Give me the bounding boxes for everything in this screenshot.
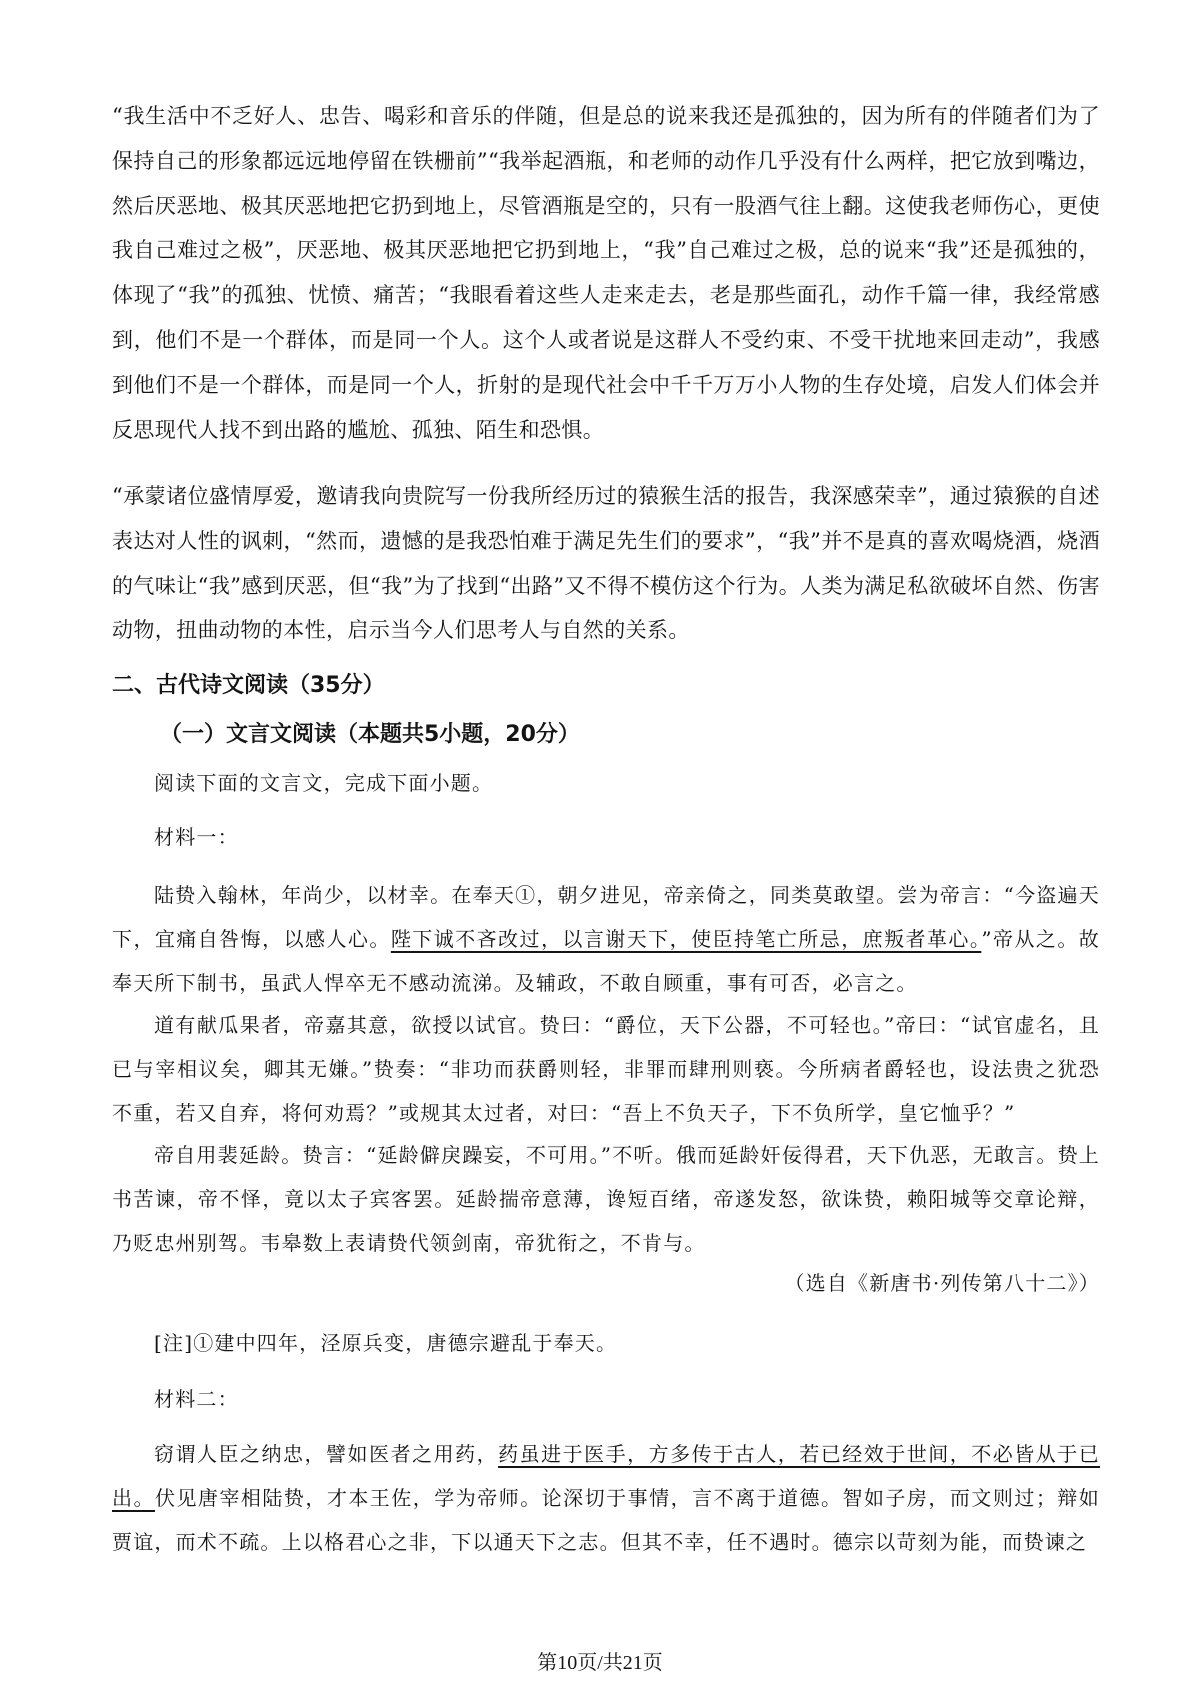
material2-paragraph <box>112 1432 1100 1564</box>
footnote: [注]①建中四年，泾原兵变，唐德宗避乱于奉天。 <box>154 1331 618 1355</box>
material1-paragraph-1 <box>112 873 1100 1005</box>
analysis-paragraph-1: “我生活中不乏好人、忠告、喝彩和音乐的伴随，但是总的说来我还是孤独的，因为所有的伴随者们为了保持自己的形象都远远地停留在铁栅前”“我举起酒瓶，和老师的动作几乎没有什么两样，把它放到嘴边，然后厌恶地、极其厌恶地把它扔到地上，尽管酒瓶是空的，只有一股酒气往上翻。这使我老师伤心，更使我自己难过之极”，厌恶地、极其厌恶地把它扔到地上，“我”自己难过之极，总的说来“我”还是孤独的，体现了“我”的孤独、忧愤、痛苦；“我眼看着这些人走来走去，老是那些面孔，动作千篇一律，我经常感到，他们不是一个群体，而是同一个人。这个人或者说是这群人不受约束、不受干扰地来回走动”，我感到他们不是一个群体，而是同一个人，折射的是现代社会中千千万万小人物的生存处境，启发人们体会并反思现代人找不到出路的尴尬、孤独、陌生和恐惧。 <box>112 104 1100 442</box>
subsection-heading: （一）文言文阅读（本题共5小题，20分） <box>160 722 580 747</box>
material1-label: 材料一： <box>154 825 239 849</box>
underlined-sentence-1: 陛下诚不吝改过，以言谢天下，使臣持笔亡所忌，庶叛者革心。 <box>390 927 982 951</box>
material2-label: 材料二： <box>154 1387 239 1411</box>
material2-text-before: 窃谓人臣之纳忠，譬如医者之用药， <box>154 1442 499 1466</box>
material1-p1-text-after: ”帝从之。故奉天所下制书，虽武人悍卒无不感动流涕。及辅政，不敢自顾重，事有可否，必言之。 <box>112 927 1100 995</box>
instruction-text: 阅读下面的文言文，完成下面小题。 <box>154 771 494 795</box>
underlined-sentence-2: 药虽进于医手，方多传于古人，若已经效于世间，不必皆从于已出。 <box>112 1442 1100 1510</box>
analysis-paragraph-2: “承蒙诸位盛情厚爱，邀请我向贵院写一份我所经历过的猿猴生活的报告，我深感荣幸”，通过猿猴的自述表达对人性的讽刺，“然而，遗憾的是我恐怕难于满足先生们的要求”，“我”并不是真的喜欢喝烧酒，烧酒的气味让“我”感到厌恶，但“我”为了找到“出路”又不得不模仿这个行为。人类为满足私欲破坏自然、伤害动物，扭曲动物的本性，启示当今人们思考人与自然的关系。 <box>112 484 1100 643</box>
section-heading: 二、古代诗文阅读（35分） <box>112 673 385 698</box>
material2-text-after: 伏见唐宰相陆贽，才本王佐，学为帝师。论深切于事情，言不离于道德。智如子房，而文则过；辩如贾谊，而术不疏。上以格君心之非，下以通天下之志。但其不幸，任不遇时。德宗以苛刻为能，而贽谏之 <box>112 1486 1100 1554</box>
source-citation: （选自《新唐书·列传第八十二》） <box>784 1271 1100 1295</box>
material1-p1-text-before: 陆贽入翰林，年尚少，以材幸。在奉天①，朝夕进见，帝亲倚之，同类莫敢望。尝为帝言：“今盗遍天下，宜痛自咎悔，以感人心。 <box>112 883 1100 951</box>
material1-paragraph-2: 道有献瓜果者，帝嘉其意，欲授以试官。贽曰：“爵位，天下公器，不可轻也。”帝曰：“试官虚名，且已与宰相议矣，卿其无嫌。”贽奏：“非功而获爵则轻，非罪而肆刑则亵。今所病者爵轻也，设法贵之犹恐不重，若又自弃，将何劝焉？”或规其太过者，对曰：“吾上不负天子，下不负所学，皇它恤乎？” <box>112 1013 1100 1125</box>
page-number: 第10页/共21页 <box>537 1652 663 1674</box>
material1-paragraph-3: 帝自用裴延龄。贽言：“延龄僻戾躁妄，不可用。”不听。俄而延龄奸佞得君，天下仇恶，无敢言。贽上书苦谏，帝不怿，竟以太子宾客罢。延龄揣帝意薄，谗短百绪，帝遂发怒，欲诛贽，赖阳城等交章论辩，乃贬忠州别驾。韦皋数上表请贽代领剑南，帝犹衔之，不肯与。 <box>112 1143 1100 1255</box>
